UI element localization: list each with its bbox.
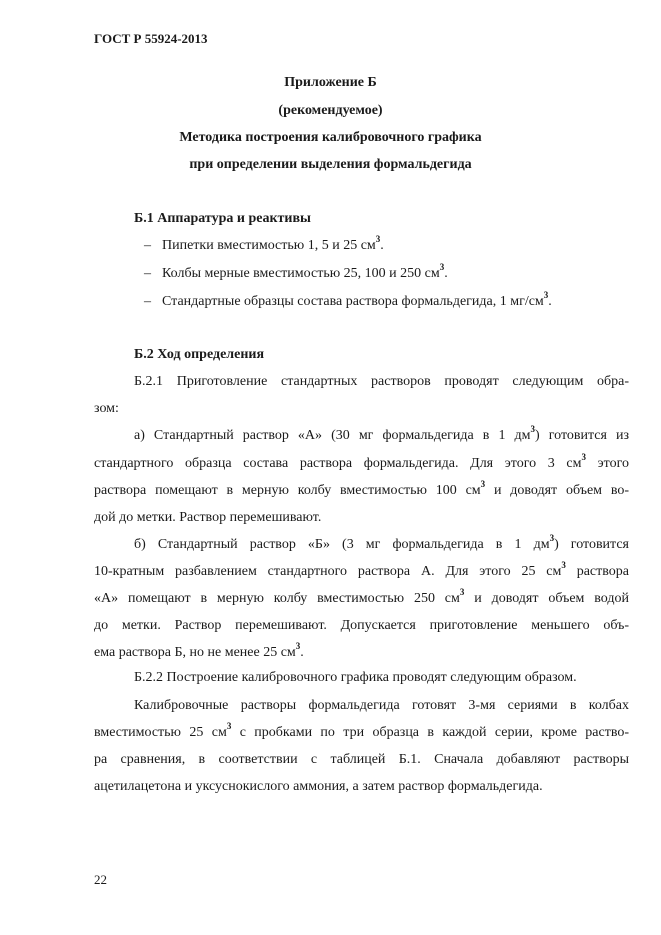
text-run: этого [586, 456, 629, 471]
body-line: Б.2.2 Построение калибровочного графика проводят следующим образом. [134, 670, 577, 685]
superscript: 3 [226, 721, 232, 731]
text-run: раствора [565, 564, 629, 579]
body-line: Калибровочные растворы формальдегида готовят 3-мя сериями в колбах [134, 698, 629, 713]
body-line: дой до метки. Раствор перемешивают. [94, 510, 322, 525]
text-run: и доводят объем водой [464, 591, 629, 606]
text-run: ) готовится [554, 537, 629, 552]
annex-heading-line2: при определении выделения формальдегида [189, 157, 472, 172]
text-run: вместимостью 25 см [94, 725, 227, 740]
standard-header: ГОСТ Р 55924-2013 [94, 31, 208, 46]
list-item-text: Пипетки вместимостью 1, 5 и 25 см [162, 238, 376, 253]
body-line [134, 424, 630, 444]
text-run: 10-кратным разбавлением стандартного раствора А. Для этого 25 см [94, 564, 562, 579]
text-run: и доводят объем во- [485, 483, 629, 498]
list-item [144, 262, 448, 282]
superscript: 3 [561, 560, 566, 570]
body-line: до метки. Раствор перемешивают. Допускается приготовление меньшего объ- [94, 618, 629, 633]
superscript: 3 [375, 234, 381, 244]
body-line: Б.2.1 Приготовление стандартных растворов проводят следующим обра- [134, 374, 629, 389]
section-b2-title: Б.2 Ход определения [134, 347, 265, 362]
superscript: 3 [459, 587, 465, 597]
superscript: 3 [543, 290, 549, 300]
list-item-tail: . [444, 266, 448, 281]
list-item-text: Колбы мерные вместимостью 25, 100 и 250 см [162, 266, 440, 281]
superscript: 3 [581, 452, 586, 462]
body-line [94, 641, 629, 661]
annex-heading-line1: Методика построения калибровочного графика [179, 130, 482, 145]
text-run: ) готовится из [535, 428, 630, 443]
section-b1-title: Б.1 Аппаратура и реактивы [134, 211, 311, 226]
body-line [94, 721, 629, 741]
list-dash: – [144, 294, 151, 309]
list-item [144, 234, 384, 254]
superscript: 3 [295, 641, 301, 651]
superscript: 3 [530, 424, 536, 434]
body-line [134, 533, 629, 553]
text-run: стандартного образца состава раствора формальдегида. Для этого 3 см [94, 456, 582, 471]
superscript: 3 [439, 262, 445, 272]
body-line [94, 560, 629, 580]
body-line [94, 479, 629, 499]
body-line [94, 587, 629, 607]
text-run: ема раствора Б, но не менее 25 см [94, 645, 296, 660]
body-line [94, 452, 629, 472]
text-run: а) Стандартный раствор «А» (30 мг формальдегида в 1 дм [134, 428, 531, 443]
text-run: раствора помещают в мерную колбу вместимостью 100 см [94, 483, 481, 498]
list-dash: – [144, 238, 151, 253]
list-dash: – [144, 266, 151, 281]
body-line: ра сравнения, в соответствии с таблицей Б.1. Сначала добавляют растворы [94, 752, 629, 767]
superscript: 3 [480, 479, 486, 489]
body-line: ацетилацетона и уксуснокислого аммония, а затем раствор формальдегида. [94, 779, 543, 794]
list-item [144, 290, 552, 310]
text-run: б) Стандартный раствор «Б» (3 мг формальдегида в 1 дм [134, 537, 550, 552]
annex-status: (рекомендуемое) [278, 103, 383, 118]
text-run: . [300, 645, 304, 660]
list-item-tail: . [380, 238, 384, 253]
text-run: с пробками по три образца в каждой серии, кроме раство- [231, 725, 629, 740]
annex-title: Приложение Б [284, 75, 377, 90]
list-item-tail: . [548, 294, 552, 309]
superscript: 3 [549, 533, 555, 543]
body-line: зом: [94, 401, 119, 416]
text-run: «А» помещают в мерную колбу вместимостью 250 см [94, 591, 460, 606]
list-item-text: Стандартные образцы состава раствора формальдегида, 1 мг/см [162, 294, 544, 309]
page-number: 22 [94, 872, 107, 887]
